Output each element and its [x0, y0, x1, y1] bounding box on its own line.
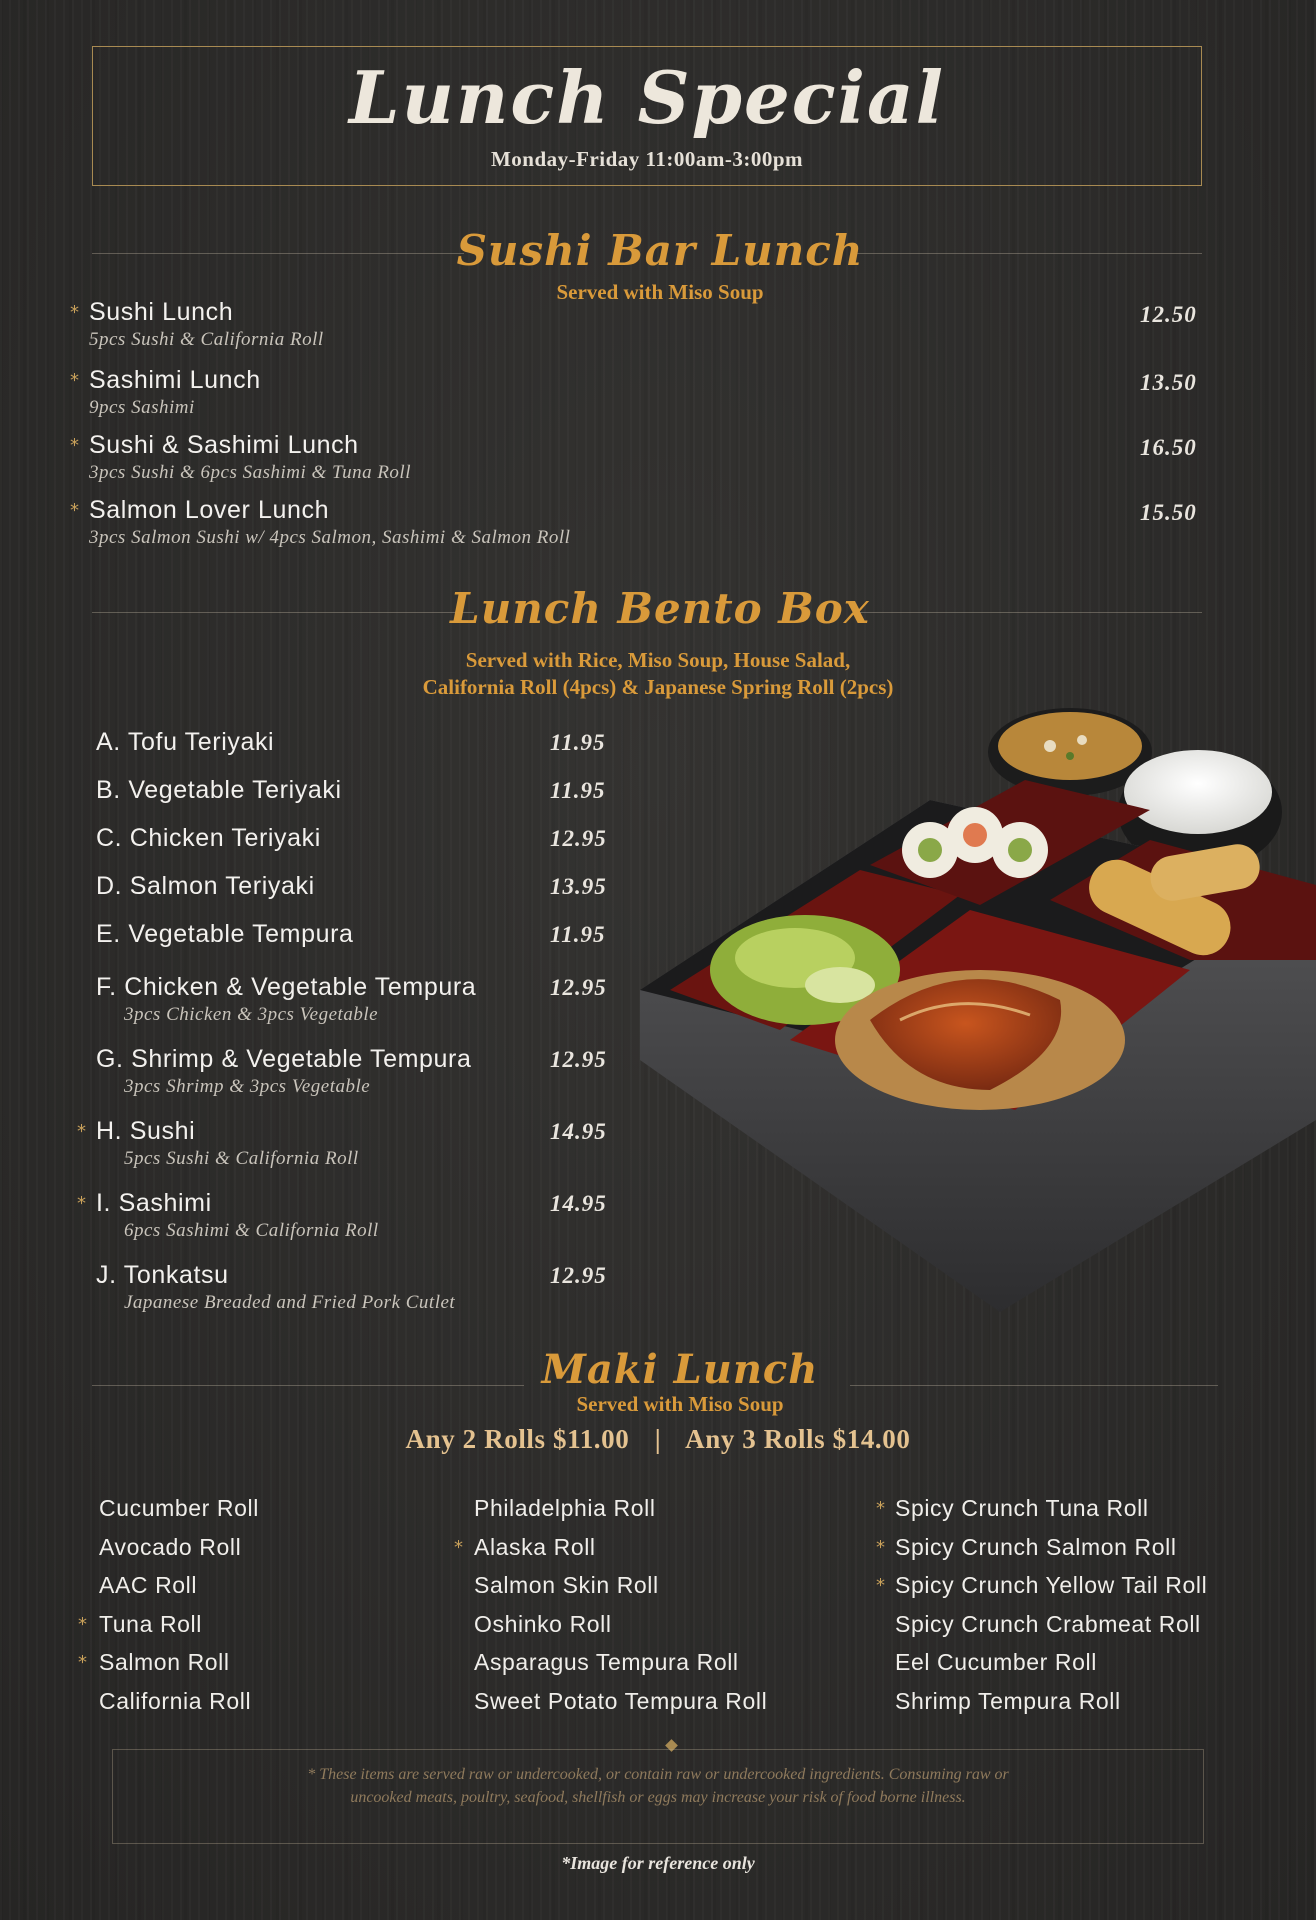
- menu-item-name: Salmon Lover Lunch: [89, 496, 330, 524]
- section-title-sushi-bar: Sushi Bar Lunch: [456, 226, 864, 275]
- maki-roll-name: Avocado Roll: [99, 1533, 242, 1560]
- menu-item-name: Sashimi Lunch: [89, 366, 261, 394]
- menu-item-description: 3pcs Shrimp & 3pcs Vegetable: [124, 1076, 371, 1097]
- menu-item-price: 12.95: [550, 1047, 607, 1072]
- disclaimer-text: * These items are served raw or undercooked, or contain raw or undercooked ingredients. Consuming raw or uncooked meats, poultry, seafood, shellfish or eggs may increase your risk of food borne illness.: [307, 1766, 1009, 1806]
- maki-roll-name: Salmon Skin Roll: [474, 1572, 659, 1598]
- bento-box-photo-icon: [630, 700, 1316, 1320]
- menu-item-description: 3pcs Salmon Sushi w/ 4pcs Salmon, Sashimi & Salmon Roll: [89, 527, 571, 548]
- menu-item-name: Sushi & Sashimi Lunch: [89, 431, 359, 459]
- image-reference-note: *Image for reference only: [561, 1853, 755, 1873]
- raw-item-star: *: [77, 1193, 86, 1214]
- menu-item-price: 13.95: [550, 874, 607, 899]
- menu-item-price: 12.95: [550, 1263, 607, 1288]
- divider: [92, 1385, 524, 1386]
- maki-roll-name: Oshinko Roll: [474, 1610, 612, 1637]
- maki-roll-name: Shrimp Tempura Roll: [895, 1687, 1121, 1714]
- section-subtitle-maki: Served with Miso Soup: [576, 1392, 784, 1416]
- maki-offer-two: Any 2 Rolls $11.00: [405, 1424, 630, 1454]
- maki-offer-three: Any 3 Rolls $14.00: [685, 1424, 911, 1454]
- menu-item-name: B. Vegetable Teriyaki: [96, 776, 342, 804]
- menu-item-name: Sushi Lunch: [89, 298, 234, 326]
- menu-item-description: 3pcs Chicken & 3pcs Vegetable: [124, 1004, 379, 1025]
- maki-roll-name: Spicy Crunch Tuna Roll: [895, 1495, 1149, 1521]
- maki-roll-name: Alaska Roll: [474, 1533, 596, 1560]
- menu-item-price: 14.95: [550, 1119, 607, 1144]
- maki-offer-separator: |: [654, 1424, 662, 1454]
- section-subtitle-bento-2: California Roll (4pcs) & Japanese Spring Roll (2pcs): [422, 675, 894, 699]
- maki-roll-name: Cucumber Roll: [99, 1495, 259, 1521]
- maki-roll-name: Eel Cucumber Roll: [895, 1649, 1097, 1675]
- section-title-bento: Lunch Bento Box: [450, 584, 870, 633]
- maki-roll-name: Asparagus Tempura Roll: [474, 1649, 739, 1675]
- header-box: [92, 46, 1202, 186]
- menu-item-name: E. Vegetable Tempura: [96, 920, 354, 948]
- page-title: Lunch Special: [349, 55, 945, 140]
- section-title-maki: Maki Lunch: [541, 1346, 819, 1393]
- menu-item-description: 5pcs Sushi & California Roll: [89, 329, 324, 350]
- maki-offer: [0, 1424, 1316, 1455]
- raw-item-star: *: [77, 1121, 86, 1142]
- raw-item-star: *: [70, 370, 79, 391]
- menu-item-price: 11.95: [550, 778, 606, 803]
- menu-item-price: 11.95: [550, 922, 606, 947]
- menu-item-price: 12.95: [550, 975, 607, 1000]
- raw-item-star: *: [78, 1613, 87, 1635]
- maki-roll-name: Spicy Crunch Crabmeat Roll: [895, 1610, 1201, 1637]
- menu-item-description: Japanese Breaded and Fried Pork Cutlet: [124, 1292, 456, 1313]
- maki-roll-name: Spicy Crunch Salmon Roll: [895, 1533, 1177, 1560]
- divider: [855, 253, 1202, 254]
- raw-item-star: *: [70, 435, 79, 456]
- maki-roll-name: Philadelphia Roll: [474, 1495, 656, 1521]
- menu-item-price: 12.50: [1140, 302, 1197, 327]
- raw-item-star: *: [70, 302, 79, 323]
- maki-roll-name: Salmon Roll: [99, 1649, 230, 1675]
- menu-item-price: 15.50: [1140, 500, 1197, 525]
- menu-item-price: 11.95: [550, 730, 606, 755]
- raw-item-star: *: [876, 1498, 885, 1519]
- maki-roll-name: California Roll: [99, 1687, 252, 1714]
- menu-item-description: 6pcs Sashimi & California Roll: [124, 1220, 379, 1241]
- maki-roll-name: Tuna Roll: [99, 1610, 202, 1637]
- section-subtitle-sushi-bar: Served with Miso Soup: [556, 280, 764, 304]
- raw-item-star: *: [70, 500, 79, 521]
- menu-item-description: 5pcs Sushi & California Roll: [124, 1148, 359, 1169]
- menu-item-price: 14.95: [550, 1191, 607, 1216]
- menu-item-price: 16.50: [1140, 435, 1197, 460]
- divider: [850, 1385, 1218, 1386]
- divider: [92, 612, 474, 613]
- divider: [855, 612, 1202, 613]
- divider: [92, 253, 464, 254]
- maki-roll-name: Spicy Crunch Yellow Tail Roll: [895, 1572, 1208, 1598]
- menu-item-name: I. Sashimi: [96, 1189, 212, 1217]
- maki-roll-name: Sweet Potato Tempura Roll: [474, 1687, 768, 1714]
- menu-item-name: J. Tonkatsu: [96, 1261, 229, 1289]
- menu-item-price: 13.50: [1140, 370, 1197, 395]
- section-subtitle-bento-1: Served with Rice, Miso Soup, House Salad,: [465, 648, 851, 672]
- menu-item-name: A. Tofu Teriyaki: [96, 728, 275, 756]
- menu-item-name: C. Chicken Teriyaki: [96, 824, 321, 852]
- raw-item-star: *: [876, 1575, 885, 1596]
- maki-roll-name: AAC Roll: [99, 1572, 198, 1598]
- raw-item-star: *: [454, 1536, 463, 1558]
- menu-item-name: G. Shrimp & Vegetable Tempura: [96, 1045, 472, 1073]
- raw-item-star: *: [78, 1652, 87, 1673]
- menu-item-price: 12.95: [550, 826, 607, 851]
- raw-item-star: *: [876, 1536, 885, 1558]
- menu-item-name: F. Chicken & Vegetable Tempura: [96, 973, 477, 1001]
- menu-item-description: 3pcs Sushi & 6pcs Sashimi & Tuna Roll: [89, 462, 411, 483]
- menu-item-description: 9pcs Sashimi: [89, 397, 195, 418]
- page-hours: Monday-Friday 11:00am-3:00pm: [490, 147, 804, 171]
- menu-item-name: H. Sushi: [96, 1117, 196, 1145]
- menu-item-name: D. Salmon Teriyaki: [96, 872, 315, 900]
